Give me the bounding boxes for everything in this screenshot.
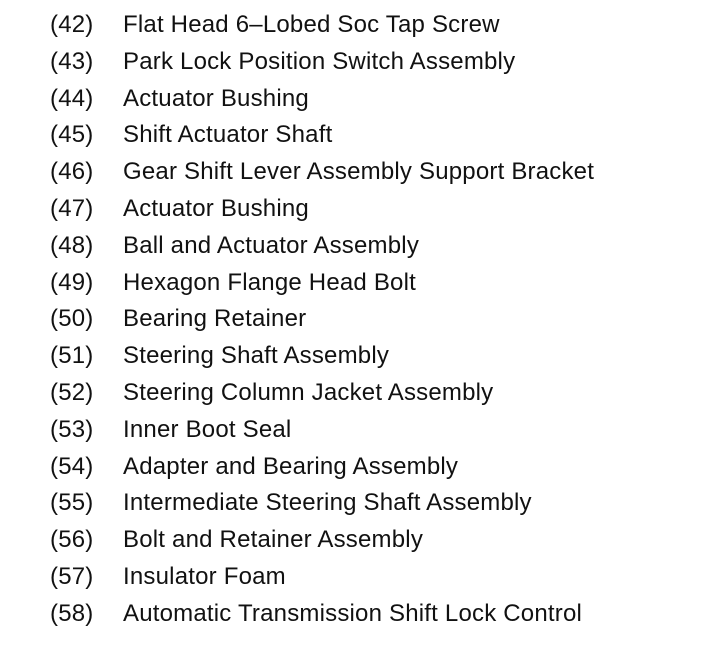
part-name: Bolt and Retainer Assembly [123, 526, 424, 554]
part-name: Park Lock Position Switch Assembly [123, 47, 516, 75]
list-item [50, 154, 594, 191]
part-number: (44) [50, 84, 94, 112]
part-name: Steering Column Jacket Assembly [123, 378, 494, 406]
list-item [50, 228, 594, 265]
list-item [50, 7, 594, 44]
part-number: (45) [50, 121, 94, 149]
list-item [50, 301, 594, 338]
part-number: (55) [50, 489, 94, 517]
part-number: (58) [50, 599, 94, 627]
part-number: (52) [50, 378, 94, 406]
part-name: Steering Shaft Assembly [123, 342, 390, 370]
list-item [50, 44, 594, 81]
part-name: Intermediate Steering Shaft Assembly [123, 489, 532, 517]
part-name: Actuator Bushing [123, 84, 309, 112]
part-name: Automatic Transmission Shift Lock Control [123, 599, 583, 627]
part-number: (47) [50, 194, 94, 222]
list-item [50, 117, 594, 154]
part-number: (56) [50, 526, 94, 554]
list-item [50, 596, 594, 633]
part-name: Ball and Actuator Assembly [123, 231, 420, 259]
part-number: (51) [50, 342, 94, 370]
part-number: (57) [50, 562, 94, 590]
part-name: Adapter and Bearing Assembly [123, 452, 459, 480]
part-name: Gear Shift Lever Assembly Support Bracket [123, 158, 595, 186]
part-name: Bearing Retainer [123, 305, 307, 333]
part-number: (46) [50, 158, 94, 186]
list-item [50, 449, 594, 486]
part-name: Hexagon Flange Head Bolt [123, 268, 416, 296]
list-item [50, 485, 594, 522]
part-number: (53) [50, 415, 94, 443]
part-number: (43) [50, 47, 94, 75]
list-item [50, 559, 594, 596]
parts-legend-list [50, 7, 594, 633]
part-name: Actuator Bushing [123, 194, 309, 222]
list-item [50, 81, 594, 118]
list-item [50, 522, 594, 559]
part-number: (48) [50, 231, 94, 259]
list-item [50, 375, 594, 412]
part-name: Flat Head 6–Lobed Soc Tap Screw [123, 11, 500, 38]
part-number: (49) [50, 268, 94, 296]
part-name: Insulator Foam [123, 562, 286, 590]
part-number: (54) [50, 452, 94, 480]
list-item [50, 412, 594, 449]
list-item [50, 338, 594, 375]
list-item [50, 191, 594, 228]
part-name: Shift Actuator Shaft [123, 121, 333, 149]
part-number: (50) [50, 305, 94, 333]
list-item [50, 265, 594, 302]
part-number: (42) [50, 11, 94, 38]
part-name: Inner Boot Seal [123, 415, 292, 443]
